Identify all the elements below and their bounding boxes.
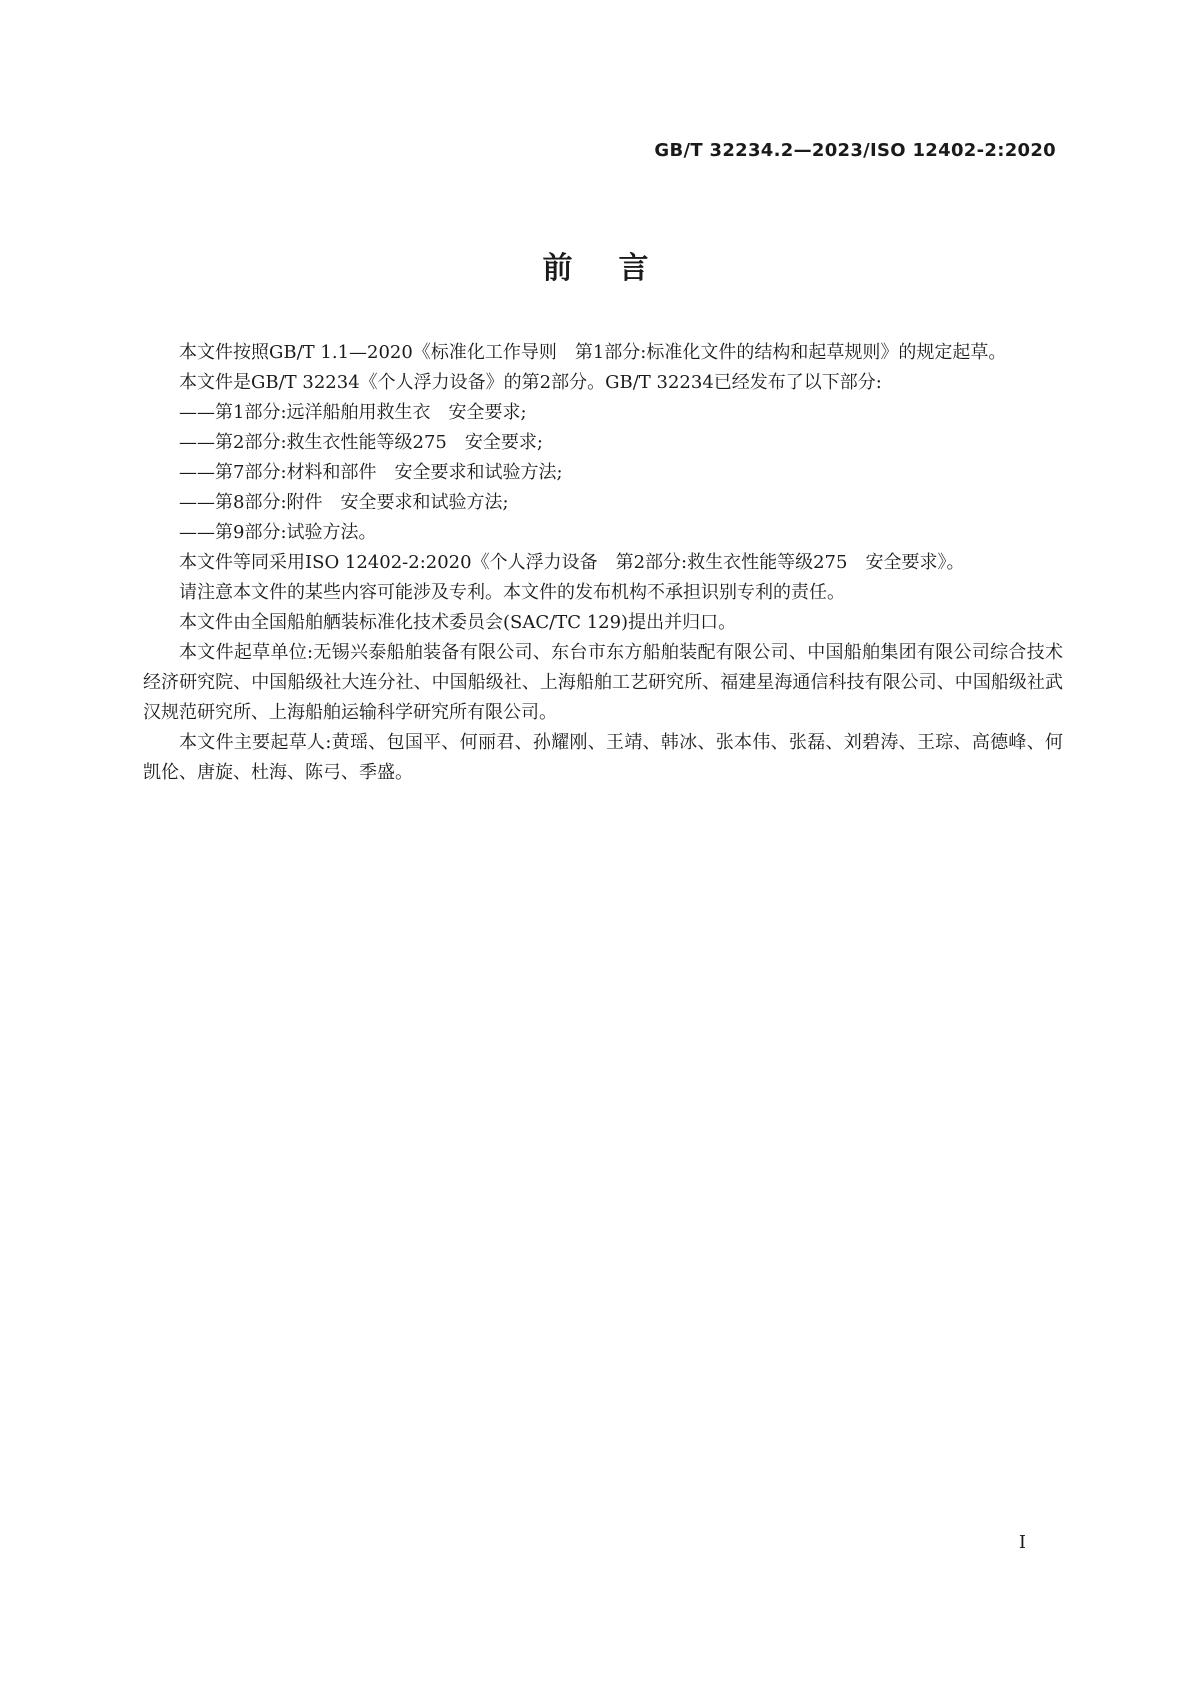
paragraph-identical-adoption: 本文件等同采用ISO 12402-2:2020《个人浮力设备 第2部分:救生衣性能等级275 安全要求》。 (179, 552, 965, 573)
list-item-part-7: ——第7部分:材料和部件 安全要求和试验方法; (179, 462, 563, 483)
foreword-body (143, 338, 1063, 788)
paragraph-drafting-units: 本文件起草单位:无锡兴泰船舶装备有限公司、东台市东方船舶装配有限公司、中国船舶集团有限公司综合技术经济研究院、中国船级社大连分社、中国船级社、上海船舶工艺研究所、福建星海通信科技有限公司、中国船级社武汉规范研究所、上海船舶运输科学研究所有限公司。 (143, 642, 1063, 723)
list-item-part-1: ——第1部分:远洋船舶用救生衣 安全要求; (179, 402, 527, 423)
standard-code-header: GB/T 32234.2—2023/ISO 12402-2:2020 (654, 140, 1056, 161)
paragraph-drafters: 本文件主要起草人:黄瑶、包国平、何丽君、孙耀刚、王靖、韩冰、张本伟、张磊、刘碧涛、王琮、高德峰、何凯伦、唐旋、杜海、陈弓、季盛。 (143, 732, 1063, 783)
paragraph-patent-notice: 请注意本文件的某些内容可能涉及专利。本文件的发布机构不承担识别专利的责任。 (179, 582, 845, 603)
paragraph-proposer: 本文件由全国船舶舾装标准化技术委员会(SAC/TC 129)提出并归口。 (179, 612, 737, 633)
list-item-part-9: ——第9部分:试验方法。 (179, 522, 377, 543)
page-number: I (1018, 1532, 1026, 1553)
list-item-part-2: ——第2部分:救生衣性能等级275 安全要求; (179, 432, 543, 453)
list-item-part-8: ——第8部分:附件 安全要求和试验方法; (179, 492, 509, 513)
paragraph-drafting-rules: 本文件按照GB/T 1.1—2020《标准化工作导则 第1部分:标准化文件的结构和起草规则》的规定起草。 (179, 342, 1007, 363)
page-title: 前言 (542, 251, 695, 286)
paragraph-part-statement: 本文件是GB/T 32234《个人浮力设备》的第2部分。GB/T 32234已经发布了以下部分: (179, 372, 882, 393)
